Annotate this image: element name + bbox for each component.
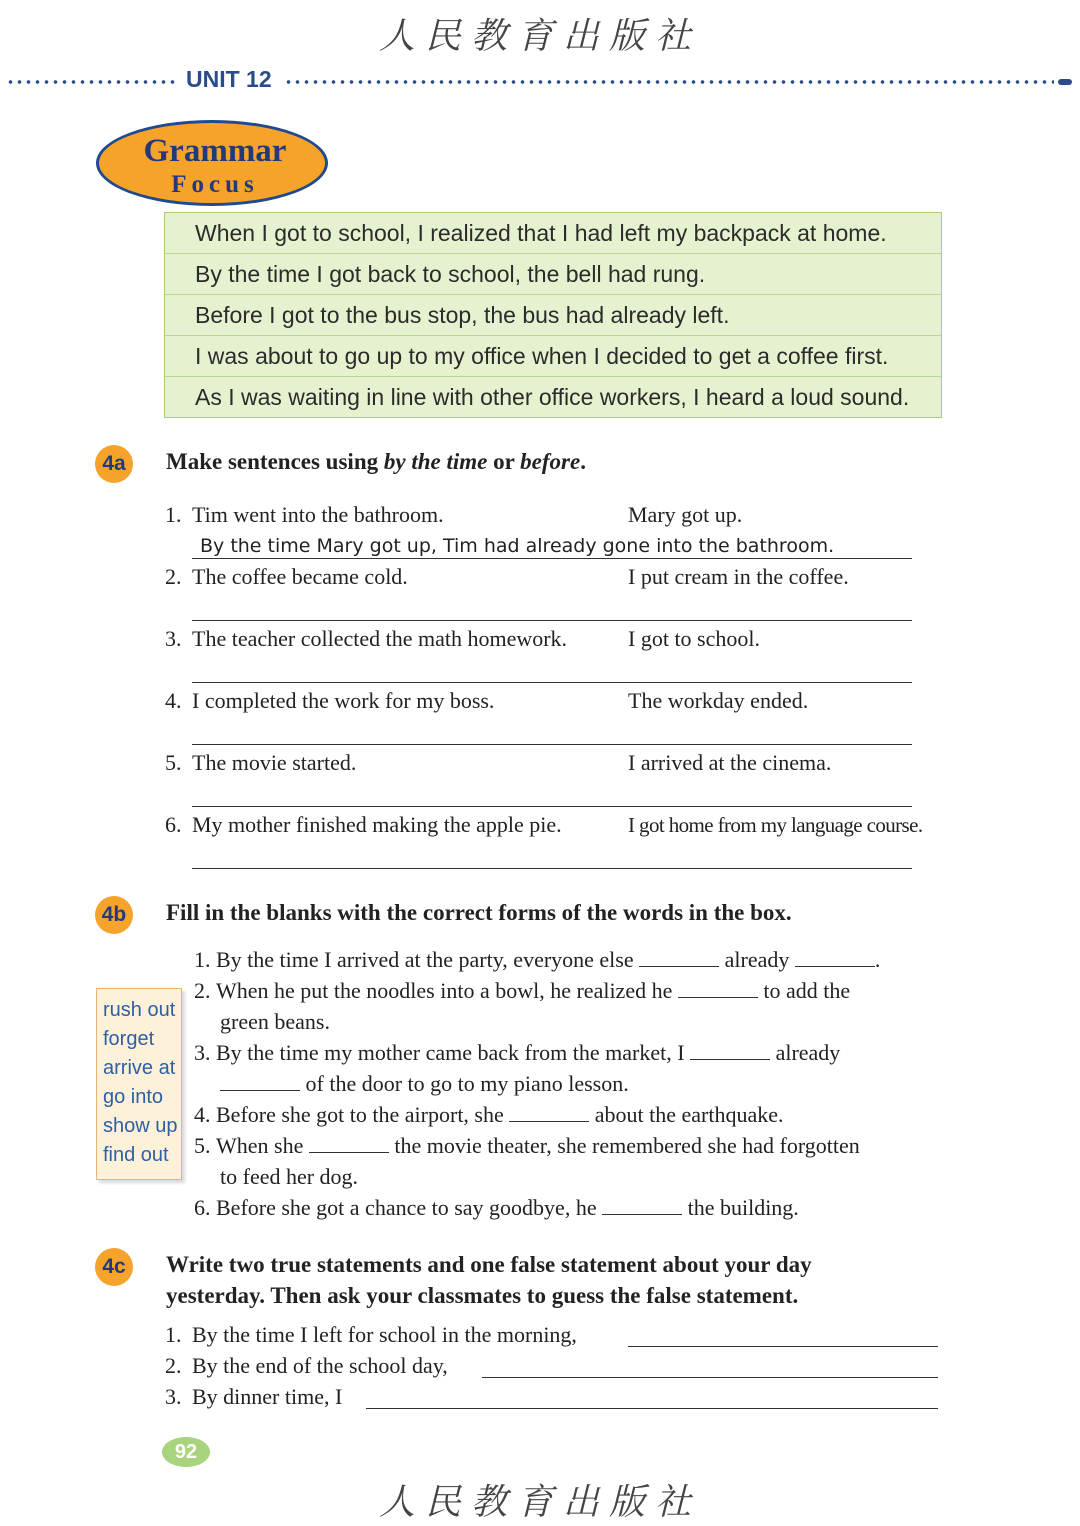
grammar-focus-title: Grammar	[143, 133, 287, 169]
answer-text: By the time Mary got up, Tim had already gone into the bathroom.	[200, 535, 835, 557]
answer-line[interactable]	[192, 744, 912, 745]
blank[interactable]	[678, 979, 758, 998]
statement-number: 3.	[165, 1384, 182, 1409]
unit-label: UNIT 12	[186, 66, 272, 92]
fill-line-2-cont: green beans.	[220, 1009, 330, 1034]
fill-line-3: 3. By the time my mother came back from the market, I already	[194, 1040, 841, 1065]
item-number: 4.	[165, 688, 182, 713]
grammar-focus-table	[164, 212, 942, 418]
item-clause-right: I put cream in the coffee.	[628, 564, 849, 589]
fill-line-5: 5. When she the movie theater, she remembered she had forgotten	[194, 1133, 860, 1158]
answer-line[interactable]	[192, 558, 912, 559]
blank[interactable]	[309, 1134, 389, 1153]
fill-line-2: 2. When he put the noodles into a bowl, he realized he to add the	[194, 978, 851, 1003]
exercise-badge-4b: 4b	[95, 896, 133, 934]
grammar-sentence: As I was waiting in line with other office workers, I heard a loud sound.	[195, 384, 910, 410]
fill-line-4: 4. Before she got to the airport, she about the earthquake.	[194, 1102, 784, 1127]
word-box-item: find out	[103, 1144, 169, 1166]
fill-line-6: 6. Before she got a chance to say goodbye, he the building.	[194, 1195, 799, 1220]
item-number: 2.	[165, 564, 182, 589]
item-clause-right: I got home from my language course.	[628, 813, 923, 837]
dotted-rule-left	[6, 80, 176, 84]
word-box-item: show up	[103, 1115, 178, 1137]
fill-line-5-cont: to feed her dog.	[220, 1164, 359, 1189]
item-clause-right: Mary got up.	[628, 502, 743, 527]
word-box-item: go into	[103, 1086, 164, 1108]
item-clause-left: The movie started.	[192, 750, 357, 775]
item-clause-left: Tim went into the bathroom.	[192, 502, 444, 527]
grammar-sentence: I was about to go up to my office when I decided to get a coffee first.	[165, 336, 941, 377]
exercise-title-4c-line2: yesterday. Then ask your classmates to guess the false statement.	[166, 1283, 799, 1308]
grammar-focus-badge	[96, 120, 328, 206]
answer-line[interactable]	[192, 806, 912, 807]
statement-number: 2.	[165, 1353, 182, 1378]
statement-line[interactable]	[482, 1377, 938, 1378]
item-clause-right: I got to school.	[628, 626, 760, 651]
blank[interactable]	[795, 948, 875, 967]
item-clause-left: I completed the work for my boss.	[192, 688, 495, 713]
unit-bar	[0, 66, 1080, 96]
publisher-footer: 人民教育出版社	[378, 1482, 701, 1523]
exercise-title-4c: Write two true statements and one false statement about your day	[166, 1252, 812, 1277]
item-number: 1.	[165, 502, 182, 527]
word-box-item: arrive at	[103, 1057, 176, 1079]
fill-line-3-cont: of the door to go to my piano lesson.	[220, 1071, 629, 1097]
statement-line[interactable]	[366, 1408, 938, 1409]
grammar-sentence: Before I got to the bus stop, the bus had already left.	[165, 295, 941, 336]
answer-line[interactable]	[192, 682, 912, 683]
grammar-focus-subtitle: Focus	[171, 171, 259, 198]
exercise-title-4a: Make sentences using by the time or before.	[166, 449, 586, 474]
exercise-badge-4a: 4a	[95, 445, 133, 483]
item-number: 6.	[165, 812, 182, 837]
blank[interactable]	[509, 1103, 589, 1122]
blank[interactable]	[690, 1041, 770, 1060]
grammar-sentence: By the time I got back to school, the bell had rung.	[165, 254, 941, 295]
answer-line[interactable]	[192, 868, 912, 869]
statement-number: 1.	[165, 1322, 182, 1347]
answer-line[interactable]	[192, 620, 912, 621]
item-clause-right: I arrived at the cinema.	[628, 750, 832, 775]
statement-line[interactable]	[628, 1346, 938, 1347]
grammar-sentence: When I got to school, I realized that I had left my backpack at home.	[165, 213, 941, 254]
word-box-item: rush out	[103, 999, 176, 1021]
word-box	[96, 988, 182, 1180]
item-clause-right: The workday ended.	[628, 688, 809, 713]
dotted-rule-end	[1058, 79, 1072, 85]
item-clause-left: The teacher collected the math homework.	[192, 626, 568, 651]
item-clause-left: My mother finished making the apple pie.	[192, 812, 562, 837]
exercise-title-4b: Fill in the blanks with the correct forms of the words in the box.	[166, 900, 792, 925]
blank[interactable]	[639, 948, 719, 967]
page-number: 92	[162, 1437, 210, 1467]
statement-prompt: By the time I left for school in the morning,	[192, 1322, 577, 1347]
exercise-badge-4c: 4c	[95, 1248, 133, 1286]
statement-prompt: By the end of the school day,	[192, 1353, 448, 1378]
statement-prompt: By dinner time, I	[192, 1384, 343, 1409]
blank[interactable]	[220, 1072, 300, 1091]
item-clause-left: The coffee became cold.	[192, 564, 408, 589]
fill-line-1: 1. By the time I arrived at the party, everyone else already .	[194, 947, 881, 972]
item-number: 3.	[165, 626, 182, 651]
item-number: 5.	[165, 750, 182, 775]
dotted-rule-right	[284, 80, 1054, 84]
publisher-header: 人民教育出版社	[378, 16, 701, 57]
word-box-item: forget	[103, 1028, 155, 1050]
blank[interactable]	[602, 1196, 682, 1215]
